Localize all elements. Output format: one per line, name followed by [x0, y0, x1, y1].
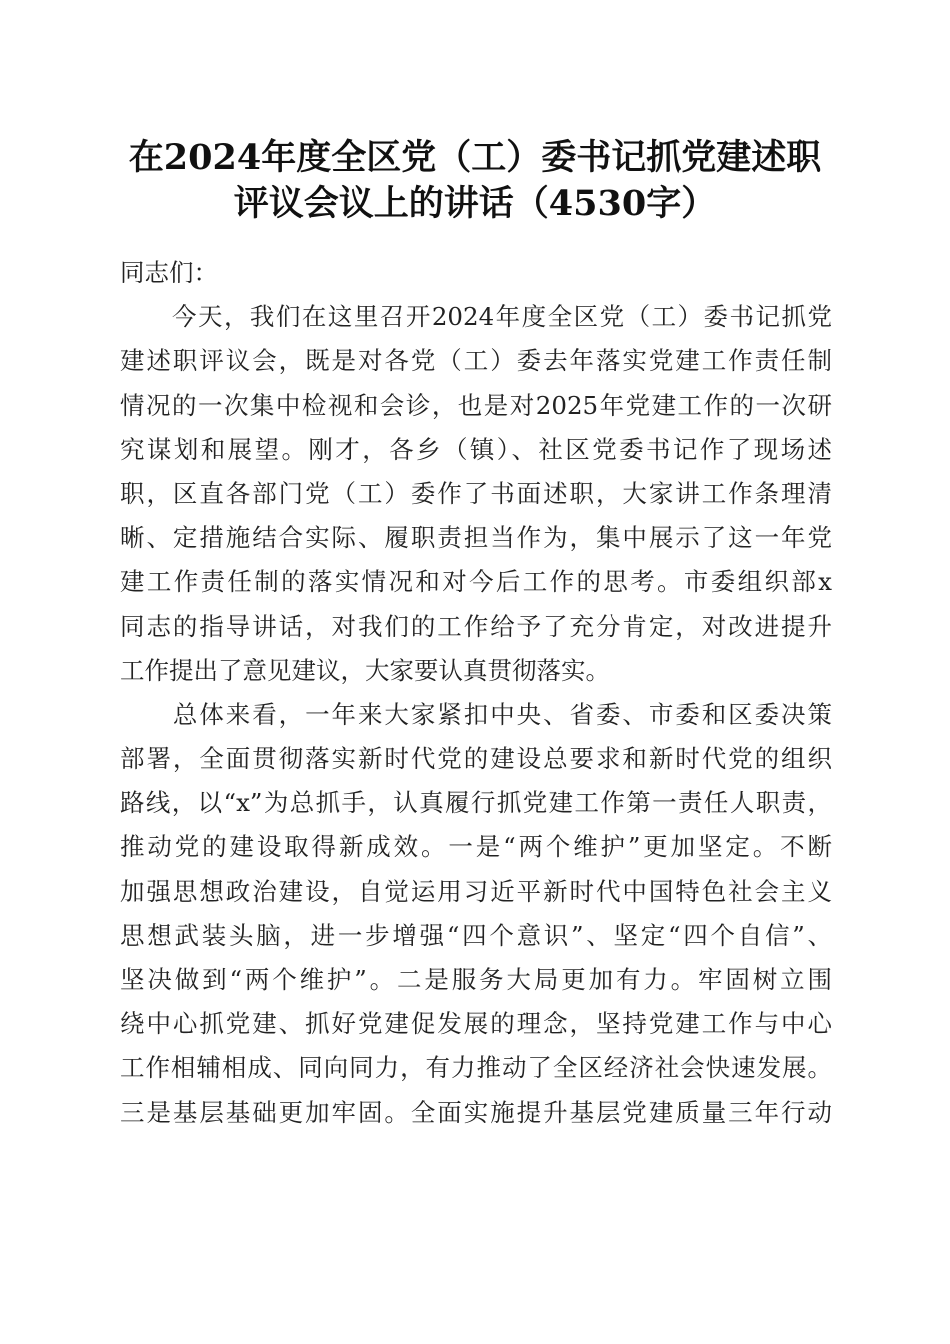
text-line: 究谋划和展望。刚才，各乡（镇）、社区党委书记作了现场述: [120, 434, 832, 464]
text-line: 同志的指导讲话，对我们的工作给予了充分肯定，对改进提升: [120, 611, 832, 641]
text-line: 建述职评议会，既是对各党（工）委去年落实党建工作责任制: [120, 346, 832, 376]
title-line: 评议会议上的讲话（4530字）: [233, 183, 717, 224]
text-line: 思想武装头脑，进一步增强“四个意识”、坚定“四个自信”、: [120, 920, 832, 950]
text-line: 今天，我们在这里召开2024年度全区党（工）委书记抓党: [120, 302, 832, 332]
paragraph-2: [120, 693, 832, 1135]
text-line: 总体来看，一年来大家紧扣中央、省委、市委和区委决策: [120, 699, 832, 729]
title-line: 在2024年度全区党（工）委书记抓党建述职: [128, 137, 822, 178]
text-line: 坚决做到“两个维护”。二是服务大局更加有力。牢固树立围: [120, 965, 832, 994]
text-line: 工作提出了意见建议，大家要认真贯彻落实。: [120, 655, 610, 685]
text-line: 部署，全面贯彻落实新时代党的建设总要求和新时代党的组织: [120, 744, 832, 774]
text-line: 职，区直各部门党（工）委作了书面述职，大家讲工作条理清: [120, 478, 832, 508]
text-line: 绕中心抓党建、抓好党建促发展的理念，坚持党建工作与中心: [120, 1009, 832, 1039]
document-body: [120, 251, 832, 1135]
text-line: 推动党的建设取得新成效。一是“两个维护”更加坚定。不断: [120, 832, 832, 862]
document-title: [60, 135, 890, 227]
paragraph-1: [120, 295, 832, 693]
text-line: 加强思想政治建设，自觉运用习近平新时代中国特色社会主义: [120, 876, 832, 906]
text-line: 情况的一次集中检视和会诊，也是对2025年党建工作的一次研: [120, 390, 832, 420]
salutation: 同志们：: [120, 258, 218, 287]
text-line: 建工作责任制的落实情况和对今后工作的思考。市委组织部x: [120, 567, 832, 597]
text-line: 三是基层基础更加牢固。全面实施提升基层党建质量三年行动: [120, 1097, 832, 1127]
text-line: 路线，以“x”为总抓手，认真履行抓党建工作第一责任人职责，: [120, 788, 832, 818]
text-line: 晰、定措施结合实际、履职责担当作为，集中展示了这一年党: [120, 523, 832, 553]
text-line: 工作相辅相成、同向同力，有力推动了全区经济社会快速发展。: [120, 1053, 832, 1083]
